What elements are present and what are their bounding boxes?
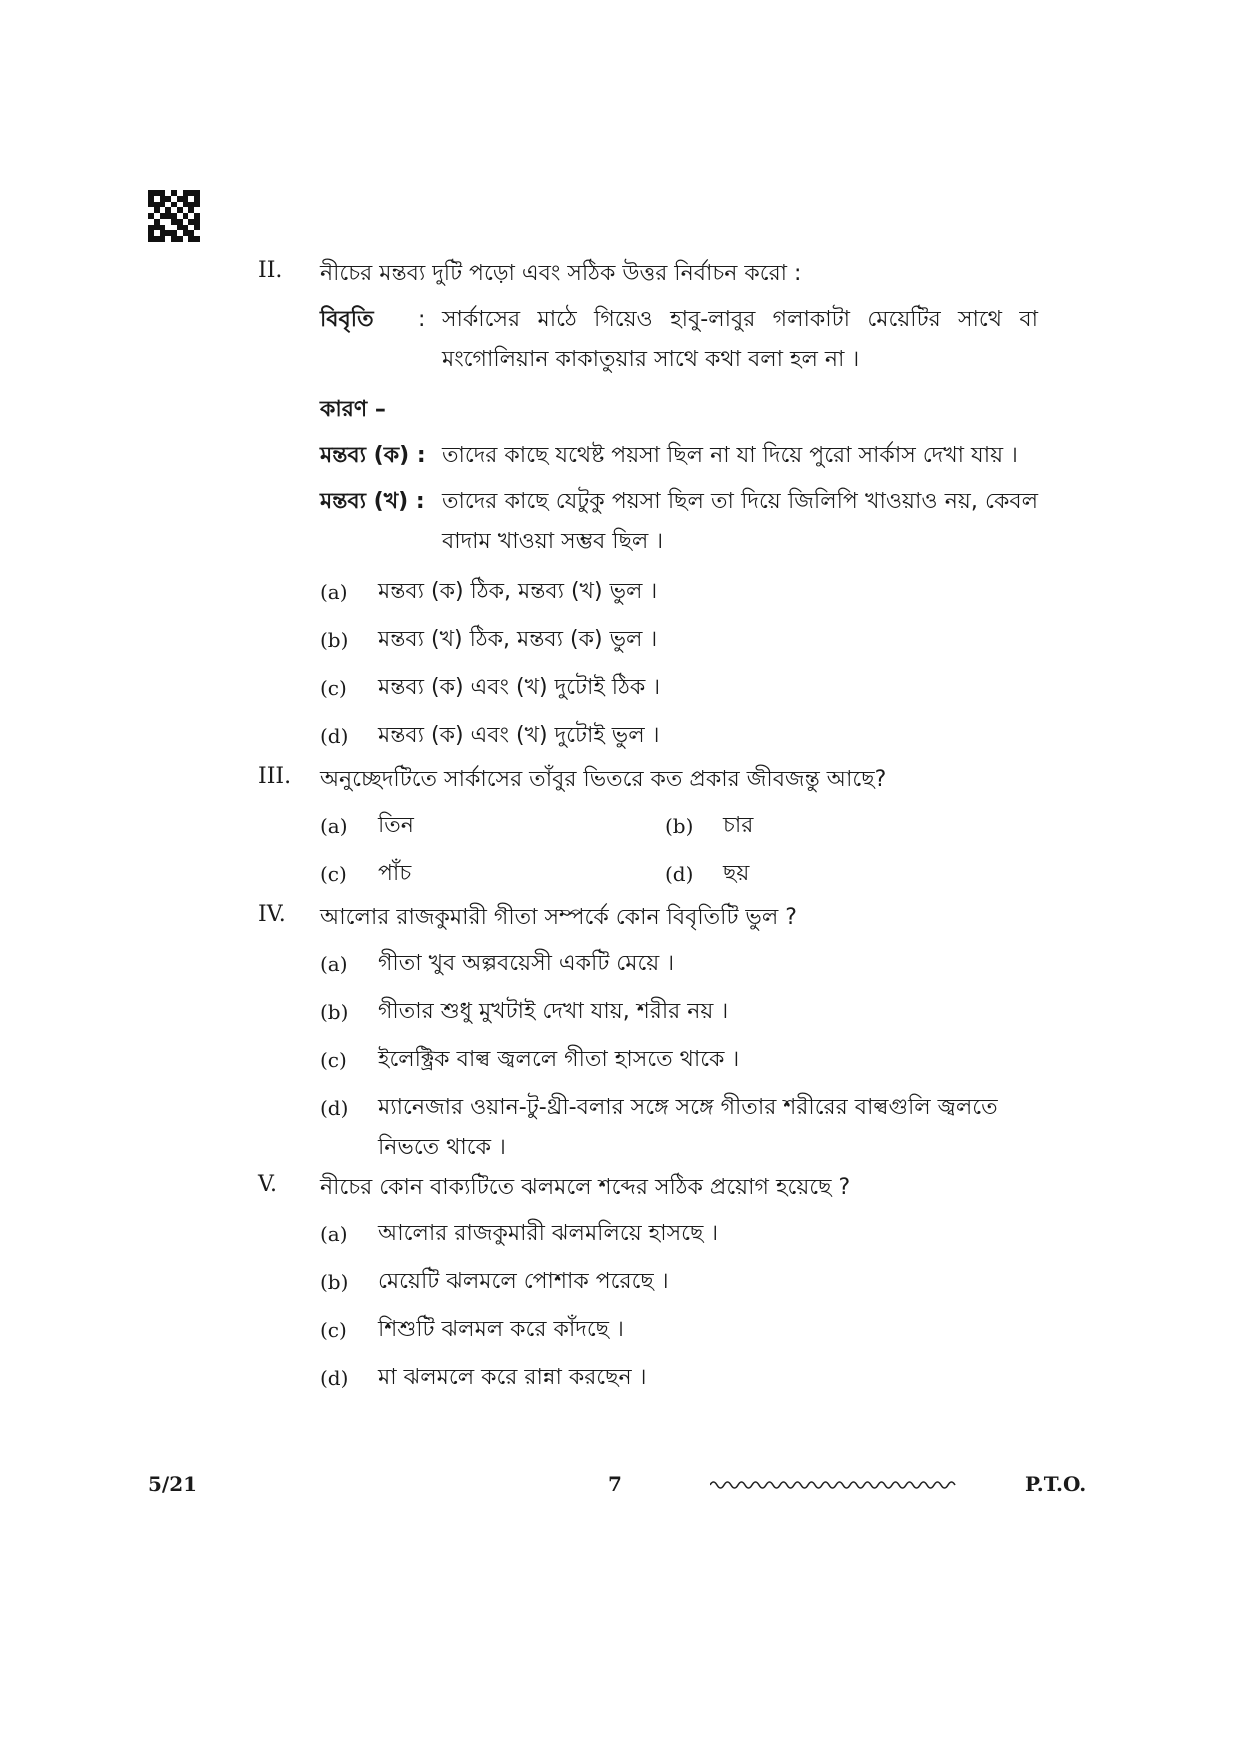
option-text: মা ঝলমলে করে রান্না করছেন । <box>378 1365 647 1390</box>
option-label: (b) <box>320 628 349 652</box>
option-b[interactable] <box>320 616 1038 664</box>
option-label: (d) <box>320 724 349 748</box>
comment-ka <box>320 436 1038 476</box>
question-text: অনুচ্ছেদটিতে সার্কাসের তাঁবুর ভিতরে কত প্রকার জীবজন্তু আছে? <box>320 767 887 792</box>
option-label: (b) <box>320 1270 349 1294</box>
page-number: 7 <box>608 1472 622 1496</box>
option-text: গীতা খুব অল্পবয়েসী একটি মেয়ে । <box>378 951 675 976</box>
option-label: (d) <box>320 1096 349 1120</box>
option-b[interactable] <box>320 988 1038 1036</box>
option-label: (a) <box>320 1222 348 1246</box>
option-a[interactable] <box>320 940 1038 988</box>
option-d[interactable] <box>320 712 1038 760</box>
option-label: (a) <box>320 580 348 604</box>
option-d[interactable] <box>665 850 1010 898</box>
option-a[interactable] <box>320 568 1038 616</box>
reason-label: কারণ – <box>320 397 386 422</box>
option-text: মন্তব্য (ক) এবং (খ) দুটোই ঠিক । <box>378 675 661 700</box>
options-list <box>320 1210 1038 1402</box>
option-c[interactable] <box>320 1306 1038 1354</box>
option-text: তিন <box>378 813 414 838</box>
wavy-line-icon <box>710 1478 960 1492</box>
option-b[interactable] <box>665 802 1010 850</box>
option-label: (c) <box>320 1048 347 1072</box>
option-d[interactable] <box>320 1088 1038 1168</box>
option-c[interactable] <box>320 1036 1038 1084</box>
statement-text: সার্কাসের মাঠে গিয়েও হাবু-লাবুর গলাকাটা মেয়েটির সাথে বা মংগোলিয়ান কাকাতুয়ার সাথে কথা বলা হল না । <box>442 307 1038 372</box>
option-c[interactable] <box>320 664 1038 712</box>
pto-label: P.T.O. <box>1025 1472 1087 1496</box>
options-list <box>320 802 1038 898</box>
option-label: (b) <box>320 1000 349 1024</box>
statement <box>320 300 1038 380</box>
question-number: III. <box>258 764 292 789</box>
comment-text: তাদের কাছে যথেষ্ট পয়সা ছিল না যা দিয়ে পুরো সার্কাস দেখা যায় । <box>442 443 1018 468</box>
options-list <box>320 940 1038 1168</box>
option-d[interactable] <box>320 1354 1038 1402</box>
option-label: (c) <box>320 1318 347 1342</box>
option-text: শিশুটি ঝলমল করে কাঁদছে । <box>378 1317 624 1342</box>
option-text: মেয়েটি ঝলমলে পোশাক পরেছে । <box>378 1269 669 1294</box>
question-text: নীচের মন্তব্য দুটি পড়ো এবং সঠিক উত্তর নির্বাচন করো : <box>320 261 802 286</box>
page-footer <box>0 1472 1241 1502</box>
question-number: IV. <box>258 902 286 927</box>
question-ii <box>258 258 1038 760</box>
option-a[interactable] <box>320 1210 1038 1258</box>
qr-code-icon <box>148 190 200 242</box>
option-label: (d) <box>665 862 694 886</box>
option-label: (d) <box>320 1366 349 1390</box>
questions-content <box>258 250 1038 1402</box>
question-iv <box>258 902 1038 1168</box>
option-text: গীতার শুধু মুখটাই দেখা যায়, শরীর নয় । <box>378 999 729 1024</box>
comment-label: মন্তব্য (খ) : <box>320 489 425 514</box>
question-iii <box>258 764 1038 898</box>
comment-kha <box>320 482 1038 562</box>
option-label: (a) <box>320 952 348 976</box>
option-text: ম্যানেজার ওয়ান-টু-থ্রী-বলার সঙ্গে সঙ্গে গীতার শরীরের বাল্বগুলি জ্বলতে নিভতে থাকে । <box>378 1095 998 1160</box>
statement-label: বিবৃতি <box>320 307 374 332</box>
question-text: আলোর রাজকুমারী গীতা সম্পর্কে কোন বিবৃতিটি ভুল ? <box>320 905 797 930</box>
option-a[interactable] <box>320 802 665 850</box>
option-b[interactable] <box>320 1258 1038 1306</box>
question-text: নীচের কোন বাক্যটিতে ঝলমলে শব্দের সঠিক প্রয়োগ হয়েছে ? <box>320 1175 851 1200</box>
option-text: আলোর রাজকুমারী ঝলমলিয়ে হাসছে । <box>378 1221 719 1246</box>
option-label: (a) <box>320 814 348 838</box>
option-text: মন্তব্য (ক) এবং (খ) দুটোই ভুল । <box>378 723 660 748</box>
option-text: মন্তব্য (খ) ঠিক, মন্তব্য (ক) ভুল । <box>378 627 658 652</box>
options-list <box>320 568 1038 760</box>
option-text: পাঁচ <box>378 861 412 886</box>
question-number: II. <box>258 258 283 283</box>
question-number: V. <box>258 1172 278 1197</box>
paper-code: 5/21 <box>148 1472 198 1496</box>
option-c[interactable] <box>320 850 665 898</box>
statement-colon: : <box>418 307 426 332</box>
comment-text: তাদের কাছে যেটুকু পয়সা ছিল তা দিয়ে জিলিপি খাওয়াও নয়, কেবল বাদাম খাওয়া সম্ভব ছিল । <box>442 489 1038 554</box>
option-text: চার <box>723 813 754 838</box>
option-label: (b) <box>665 814 694 838</box>
option-text: মন্তব্য (ক) ঠিক, মন্তব্য (খ) ভুল । <box>378 579 658 604</box>
option-text: ছয় <box>723 861 750 886</box>
question-v <box>258 1172 1038 1402</box>
option-text: ইলেক্ট্রিক বাল্ব জ্বললে গীতা হাসতে থাকে । <box>378 1047 740 1072</box>
option-label: (c) <box>320 862 347 886</box>
option-label: (c) <box>320 676 347 700</box>
comment-label: মন্তব্য (ক) : <box>320 443 426 468</box>
